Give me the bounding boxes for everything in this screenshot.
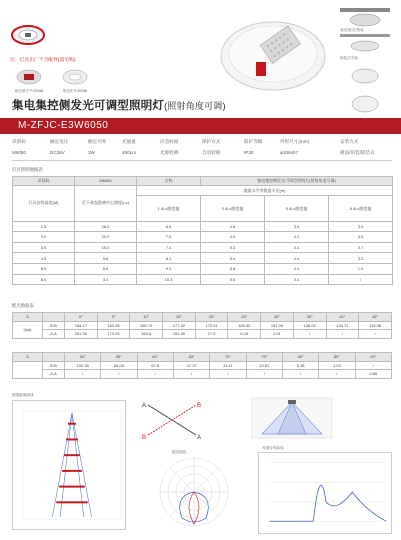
table-cell: 35°: [293, 313, 326, 322]
table-cell: 4.4: [265, 253, 329, 264]
table-cell: 3.0: [13, 232, 75, 243]
table-cell: 3.5: [329, 232, 393, 243]
table-cell: 4.8: [201, 221, 265, 232]
table1-subcol: 1.0Lx照度值: [137, 196, 201, 221]
spec-header: 识别码: [12, 139, 26, 144]
table-cell: 164.17: [65, 321, 98, 330]
table-cell: /: [319, 370, 355, 379]
table-cell: 6.5: [137, 221, 201, 232]
table-cell: 2.5: [13, 221, 75, 232]
spec-header: 安装方式: [340, 139, 359, 144]
table-cell: /: [137, 370, 173, 379]
spec-value: 自动转换: [202, 150, 221, 155]
product-photo: [218, 6, 328, 92]
accessory-note: 注：灯具出厂不含配件(需另购): [10, 58, 76, 63]
spec-header: 光通量: [122, 139, 136, 144]
table1-col-b: 灯下垂直距离中心照度(Lx): [75, 185, 137, 221]
table-row: [13, 370, 392, 379]
table1-col-a: 灯具安装高度(M): [13, 185, 75, 221]
table-cell: 28.0: [75, 221, 137, 232]
table-cell: 84.05: [101, 361, 137, 370]
table-cell: 163.28: [97, 321, 130, 330]
table-cell: 5.3: [201, 242, 265, 253]
table-cell: /: [326, 330, 359, 339]
table-cell: 45°: [359, 313, 392, 322]
table-cell: 30°: [261, 313, 294, 322]
table-cell: /: [329, 274, 393, 285]
table-cell: 3.9: [265, 221, 329, 232]
table-cell: 4.5: [13, 253, 75, 264]
spec-header: 应急时间: [160, 139, 179, 144]
spec-value: IP30: [244, 150, 254, 155]
table-cell: B-B: [43, 321, 65, 330]
table-row: [13, 313, 392, 322]
table-cell: 15°: [163, 313, 196, 322]
illuminance-table: [12, 176, 393, 285]
beam-angle-diagram: [250, 396, 334, 440]
table1-caption: 灯具照明数据表: [12, 167, 43, 172]
table-cell: θ: [13, 313, 43, 322]
table-cell: 5.38: [282, 361, 318, 370]
table-cell: 14.61: [246, 361, 282, 370]
table-cell: 80°: [282, 353, 318, 362]
table-cell: 47.37: [173, 361, 209, 370]
table-cell: 4.4: [265, 263, 329, 274]
spec-value: 吸顶/吊装/嵌装式: [340, 150, 375, 155]
table-cell: 3.4: [265, 274, 329, 285]
table-cell: 4.9: [201, 232, 265, 243]
table-cell: B-B: [43, 361, 65, 370]
table2-caption: 配光数据表: [12, 303, 34, 308]
table-cell: I(cd): [13, 321, 43, 338]
ab-plane-diagram: [140, 395, 204, 445]
spec-header: 保护方式: [202, 139, 221, 144]
table-cell: 164.5: [130, 330, 163, 339]
table-row: [13, 232, 393, 243]
table1-h-name: 名称: [137, 177, 201, 186]
spec-header: 防护等级: [244, 139, 263, 144]
table-cell: 5.4: [201, 253, 265, 264]
table-cell: A-A: [43, 370, 65, 379]
table-cell: 90°: [355, 353, 391, 362]
table-cell: 33.11: [210, 361, 246, 370]
table-cell: 161.30: [65, 330, 98, 339]
table-cell: 9.6: [75, 253, 137, 264]
table1-col-group: 地面水平等照度半径(m): [137, 185, 393, 196]
table-row: [13, 253, 393, 264]
table-cell: /: [101, 370, 137, 379]
table-cell: 160.42: [228, 321, 261, 330]
spec-value: 3W: [88, 150, 95, 155]
table-cell: 8.0: [13, 274, 75, 285]
table-cell: 15.0: [75, 242, 137, 253]
table-cell: 4.4: [265, 242, 329, 253]
spec-value: M6050: [12, 150, 27, 155]
accessory-1: 遮光/眩光 PJ00068: [14, 66, 44, 96]
table-cell: 119.38: [359, 321, 392, 330]
label-a: A: [142, 403, 147, 409]
table-row: [13, 321, 392, 330]
polar-caption: 配光曲线: [172, 450, 187, 454]
table1-h-model: M6050: [75, 177, 137, 186]
table-cell: 4.2: [265, 232, 329, 243]
spec-header: 额定电压: [50, 139, 69, 144]
spec-header: 外形尺寸(mm): [280, 139, 310, 144]
table-cell: 161.49: [163, 330, 196, 339]
table-cell: 2.01: [261, 330, 294, 339]
table-cell: [43, 353, 65, 362]
table-cell: 70°: [210, 353, 246, 362]
spec-values: [12, 150, 392, 156]
table-cell: 5°: [97, 313, 130, 322]
spec-value: φ108x57: [280, 150, 299, 155]
table-cell: 7.4: [137, 242, 201, 253]
table-cell: 177.42: [163, 321, 196, 330]
table-cell: 40°: [326, 313, 359, 322]
table-cell: 0°: [65, 313, 98, 322]
table-cell: 10°: [130, 313, 163, 322]
model-number: M-ZFJC-E3W6050: [18, 120, 109, 131]
table-cell: 65°: [173, 353, 209, 362]
product-title: 集电集控侧发光可调型照明灯(照射角度可调): [12, 100, 226, 112]
spec-header: 额定功率: [88, 139, 107, 144]
table-cell: /: [282, 370, 318, 379]
table-cell: /: [246, 370, 282, 379]
spectrum-chart: [258, 452, 392, 534]
polar-distribution-chart: [154, 456, 234, 534]
table-cell: 5.6: [75, 263, 137, 274]
table-row: [13, 361, 392, 370]
spec-value: DC36V: [50, 150, 65, 155]
accessory-photo-icon: [60, 66, 90, 88]
table-cell: 5.6: [201, 274, 265, 285]
table-cell: 60°: [137, 353, 173, 362]
table1-subcol: 5.0Lx照度值: [265, 196, 329, 221]
table-cell: /: [355, 361, 391, 370]
table-cell: 3.7: [329, 242, 393, 253]
spec-value: 490Lm: [122, 150, 137, 155]
table-row: [13, 274, 393, 285]
table-cell: /: [173, 370, 209, 379]
table-cell: 173.29: [97, 330, 130, 339]
table-cell: [13, 361, 43, 378]
table-cell: 67.8: [137, 361, 173, 370]
table-cell: 172.01: [195, 321, 228, 330]
table-cell: 5.8: [201, 263, 265, 274]
table-cell: 6.0: [13, 263, 75, 274]
table-cell: /: [293, 330, 326, 339]
table-row: [13, 242, 393, 253]
model-bar: [0, 118, 401, 134]
illuminance-distance-chart: [12, 400, 126, 530]
table-cell: 102.28: [65, 361, 101, 370]
table-cell: 25°: [228, 313, 261, 322]
table-cell: 8.1: [137, 253, 201, 264]
table-cell: 1.9: [329, 263, 393, 274]
table-cell: θ: [13, 353, 43, 362]
table-cell: A-A: [43, 330, 65, 339]
table-cell: 50°: [65, 353, 101, 362]
table-cell: 20°: [195, 313, 228, 322]
table-cell: 9.3: [137, 263, 201, 274]
table-cell: 20.0: [75, 232, 137, 243]
table-cell: 3.5: [13, 242, 75, 253]
table-cell: 146.02: [293, 321, 326, 330]
distribution-table-b: [12, 352, 392, 379]
install-diagrams: 遮光/眩光/集成 嵌装式安装: [336, 4, 396, 129]
table-cell: 160.79: [130, 321, 163, 330]
table-cell: [43, 313, 65, 322]
graph-caption: 照度距离曲线: [12, 393, 34, 397]
table-cell: 0.86: [355, 370, 391, 379]
table-cell: 75°: [246, 353, 282, 362]
accessory-photo-icon: [14, 66, 44, 88]
table-row: [13, 263, 393, 274]
table-cell: 1.53: [319, 361, 355, 370]
table-cell: 17.5: [195, 330, 228, 339]
table-cell: 3.0: [329, 221, 393, 232]
label-a2: A: [197, 435, 202, 441]
table-cell: 157.09: [261, 321, 294, 330]
table-cell: 134.71: [326, 321, 359, 330]
table1-subcol: 3.0Lx照度值: [201, 196, 265, 221]
distribution-table-a: [12, 312, 392, 339]
table-row: [13, 221, 393, 232]
table-cell: 6.16: [228, 330, 261, 339]
table-cell: /: [359, 330, 392, 339]
install-diagram-icon: [336, 4, 396, 124]
table-row: [13, 353, 392, 362]
spectrum-caption: 光谱分布曲线: [262, 446, 284, 450]
table1-subcol: 8.0Lx照度值: [329, 196, 393, 221]
table-cell: /: [210, 370, 246, 379]
table-cell: 3.4: [75, 274, 137, 285]
product-title-sub: (照射角度可调): [164, 101, 226, 111]
table-cell: 10.3: [137, 274, 201, 285]
label-b2: B: [197, 403, 202, 409]
brand-logo-icon: [8, 22, 48, 52]
table1-h-fullname: 集电集控侧发光可调型照明灯(照射角度可调): [201, 177, 393, 186]
table-cell: 85°: [319, 353, 355, 362]
spec-headers: [12, 139, 392, 145]
spec-value: 光源检测: [160, 150, 179, 155]
divider: [12, 160, 392, 161]
table-cell: 7.0: [137, 232, 201, 243]
table-row: [13, 330, 392, 339]
table-cell: 3.2: [329, 253, 393, 264]
table1-h-id: 识别码: [13, 177, 75, 186]
label-b: B: [142, 435, 147, 441]
table-cell: 55°: [101, 353, 137, 362]
table-cell: /: [65, 370, 101, 379]
accessory-2: 集成底 PJ00058: [60, 66, 90, 96]
